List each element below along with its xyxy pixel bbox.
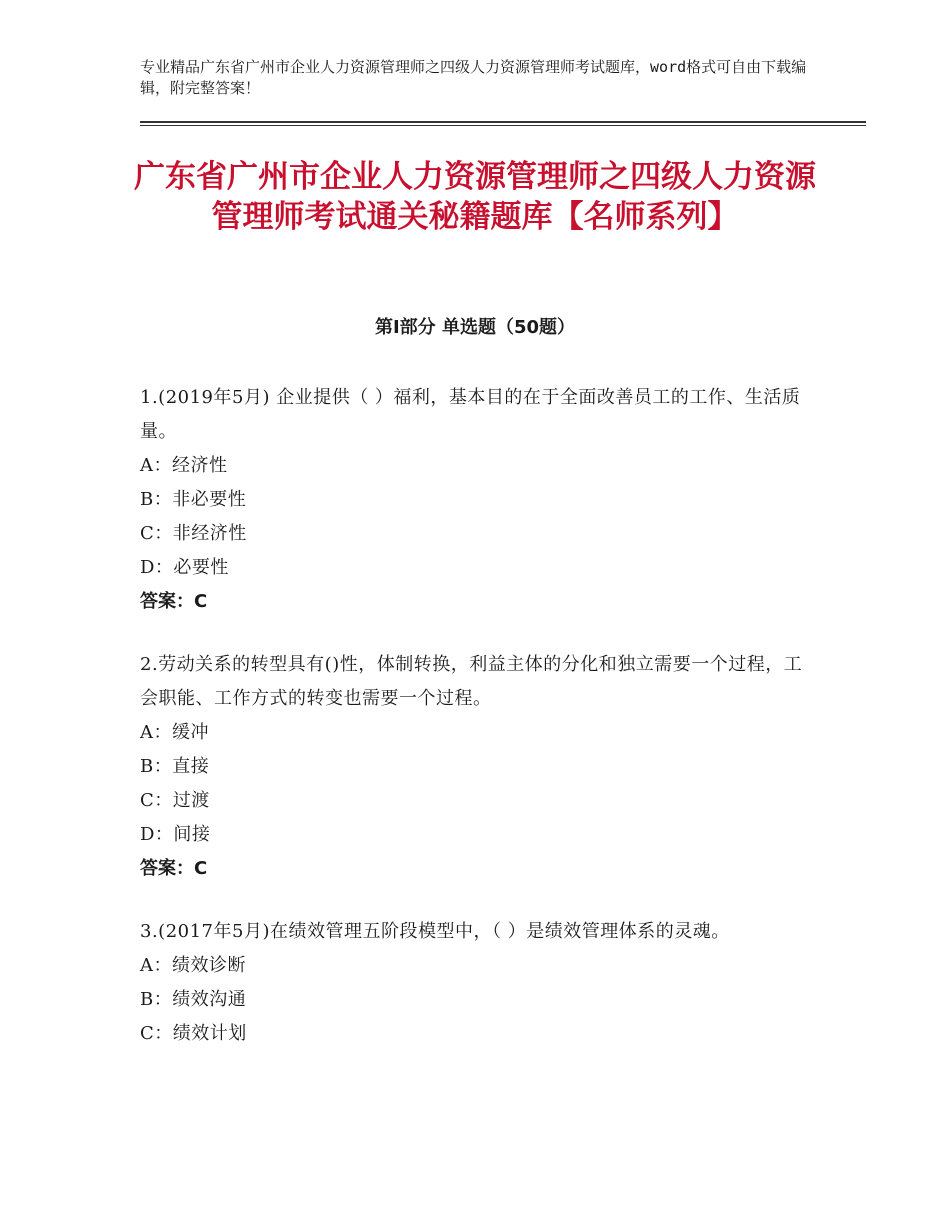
header-divider-thin — [140, 125, 866, 126]
header-note: 专业精品广东省广州市企业人力资源管理师之四级人力资源管理师考试题库，word格式可自由下载编辑，附完整答案！ — [140, 58, 807, 97]
question-1 — [140, 381, 812, 619]
question-list — [140, 381, 812, 1080]
question-3 — [140, 915, 812, 1051]
section-title: 第Ⅰ部分 单选题（50题） — [374, 317, 575, 338]
option-c: C：绩效计划 — [140, 1023, 247, 1044]
option-d: D：必要性 — [140, 557, 229, 578]
option-a: A：经济性 — [140, 455, 228, 476]
question-stem: 3.(2017年5月)在绩效管理五阶段模型中，（ ）是绩效管理体系的灵魂。 — [140, 921, 730, 942]
option-c: C：非经济性 — [140, 523, 247, 544]
option-b: B：非必要性 — [140, 489, 247, 510]
option-c: C：过渡 — [140, 790, 210, 811]
answer-line: 答案：C — [140, 858, 208, 879]
answer-line: 答案：C — [140, 591, 208, 612]
question-stem: 1.(2019年5月) 企业提供（ ）福利，基本目的在于全面改善员工的工作、生活质量。 — [140, 387, 801, 442]
question-stem: 2.劳动关系的转型具有()性，体制转换，利益主体的分化和独立需要一个过程，工会职能、工作方式的转变也需要一个过程。 — [140, 654, 803, 709]
document-title: 广东省广州市企业人力资源管理师之四级人力资源管理师考试通关秘籍题库【名师系列】 — [134, 159, 816, 235]
option-b: B：直接 — [140, 756, 210, 777]
question-2 — [140, 648, 812, 886]
option-b: B：绩效沟通 — [140, 989, 247, 1010]
option-d: D：间接 — [140, 824, 211, 845]
header-divider-thick — [140, 121, 866, 123]
option-a: A：缓冲 — [140, 722, 209, 743]
option-a: A：绩效诊断 — [140, 955, 246, 976]
